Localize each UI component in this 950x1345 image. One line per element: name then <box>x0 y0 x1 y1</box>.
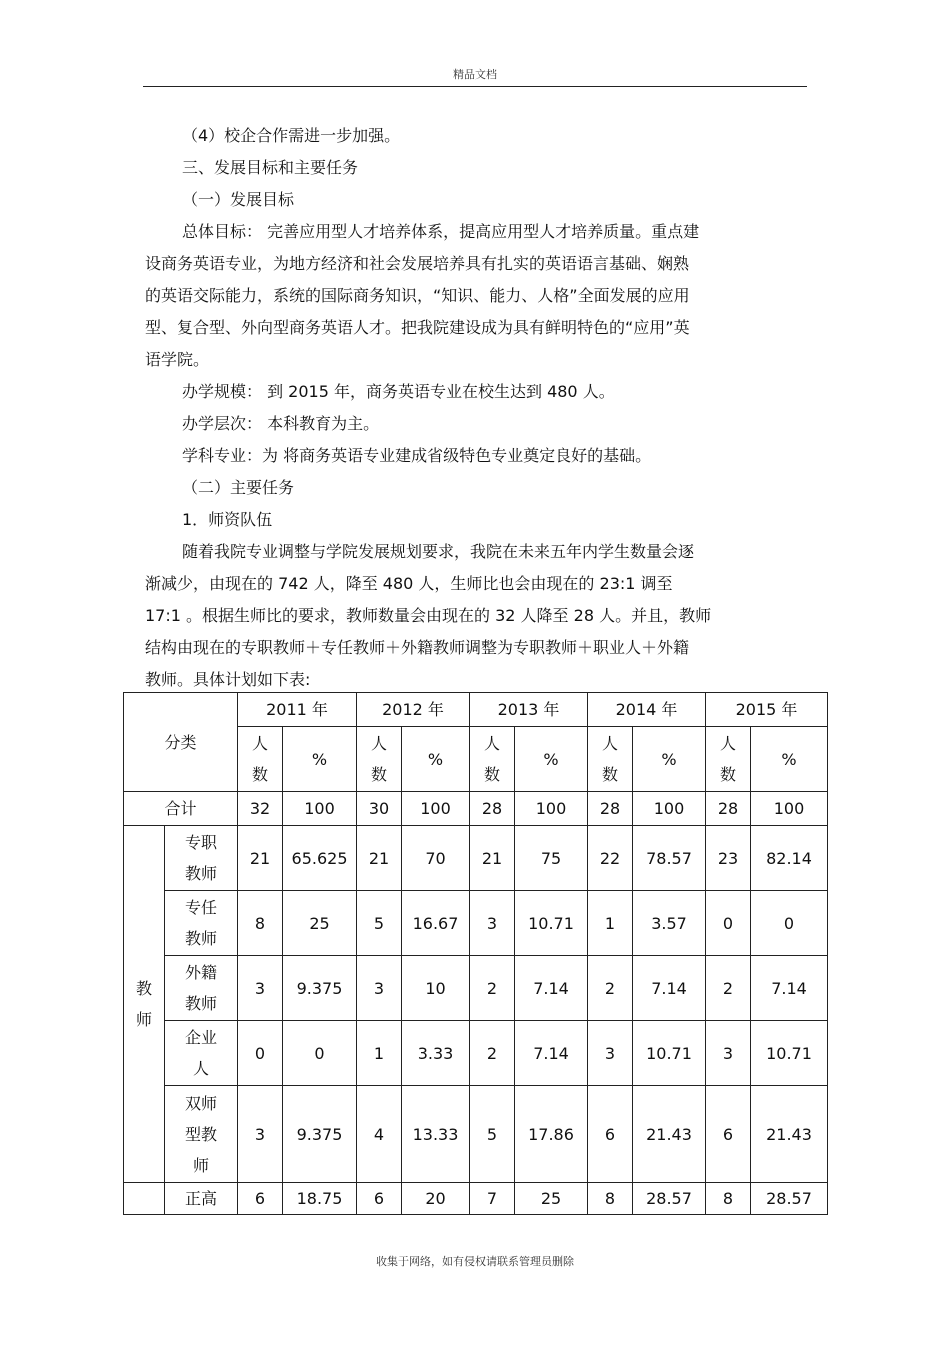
value-cell: 17.86 <box>515 1086 588 1183</box>
table-header-row <box>124 693 828 727</box>
cell-text-line: 数 <box>484 765 501 784</box>
count-header-cell <box>238 727 283 792</box>
paragraph-line: 17:1 。根据生师比的要求，教师数量会由现在的 32 人降至 28 人。并且，教师 <box>145 606 712 625</box>
document-body <box>145 120 785 696</box>
value-cell: 82.14 <box>751 826 828 891</box>
cell-text-line: 数 <box>371 765 388 784</box>
value-cell: 2 <box>470 1021 515 1086</box>
value-cell: 5 <box>357 891 402 956</box>
row-label-cell <box>165 826 238 891</box>
row-label-cell <box>165 1021 238 1086</box>
value-cell: 6 <box>706 1086 751 1183</box>
value-cell: 7.14 <box>515 1021 588 1086</box>
cell-text-line: 人 <box>602 734 619 753</box>
cell-text-line: 型教 <box>185 1124 218 1144</box>
subsection-heading: （二）主要任务 <box>182 478 295 497</box>
count-header-cell <box>706 727 751 792</box>
value-cell: 21 <box>470 826 515 891</box>
value-cell: 22 <box>588 826 633 891</box>
subsection-heading: （一）发展目标 <box>182 190 295 209</box>
table-row <box>124 826 828 891</box>
cell-text-line: 人 <box>720 734 737 753</box>
value-cell: 3 <box>470 891 515 956</box>
value-cell: 28 <box>706 792 751 826</box>
row-label-cell: 正高 <box>165 1183 238 1215</box>
value-cell: 9.375 <box>283 1086 357 1183</box>
value-cell: 25 <box>515 1183 588 1215</box>
paragraph: 学科专业：为 将商务英语专业建成省级特色专业奠定良好的基础。 <box>182 446 652 465</box>
paragraph: 办学规模： 到 2015 年，商务英语专业在校生达到 480 人。 <box>182 382 615 401</box>
paragraph: （4）校企合作需进一步加强。 <box>182 126 401 145</box>
paragraph-line: 教师。具体计划如下表: <box>145 670 311 689</box>
table-row <box>124 1021 828 1086</box>
paragraph-line: 的英语交际能力，系统的国际商务知识，“知识、能力、人格”全面发展的应用 <box>145 286 690 305</box>
value-cell: 10.71 <box>633 1021 706 1086</box>
value-cell: 13.33 <box>402 1086 470 1183</box>
cell-text-line: 人 <box>484 734 501 753</box>
value-cell: 28 <box>470 792 515 826</box>
value-cell: 2 <box>706 956 751 1021</box>
value-cell: 10 <box>402 956 470 1021</box>
cell-text-line: 双师 <box>185 1093 218 1113</box>
paragraph: 办学层次： 本科教育为主。 <box>182 414 380 433</box>
value-cell: 4 <box>357 1086 402 1183</box>
cell-text-line: 人 <box>193 1059 210 1078</box>
group-label-cell <box>124 1183 165 1215</box>
table-row <box>124 956 828 1021</box>
paragraph-line: 渐减少，由现在的 742 人，降至 480 人，生师比也会由现在的 23:1 调至 <box>145 574 673 593</box>
value-cell: 18.75 <box>283 1183 357 1215</box>
header-divider <box>143 86 807 87</box>
group-label-cell <box>124 826 165 1183</box>
table-row <box>124 1086 828 1183</box>
value-cell: 9.375 <box>283 956 357 1021</box>
value-cell: 6 <box>357 1183 402 1215</box>
cell-text-line: 师 <box>193 1155 210 1175</box>
value-cell: 75 <box>515 826 588 891</box>
value-cell: 21 <box>238 826 283 891</box>
value-cell: 8 <box>706 1183 751 1215</box>
value-cell: 3 <box>238 1086 283 1183</box>
paragraph-line: 结构由现在的专职教师＋专任教师＋外籍教师调整为专职教师＋职业人＋外籍 <box>145 638 690 657</box>
cell-text-line: 师 <box>135 1010 152 1029</box>
value-cell: 21.43 <box>751 1086 828 1183</box>
value-cell: 7.14 <box>751 956 828 1021</box>
value-cell: 28 <box>588 792 633 826</box>
table-total-row <box>124 792 828 826</box>
value-cell: 23 <box>706 826 751 891</box>
value-cell: 65.625 <box>283 826 357 891</box>
value-cell: 0 <box>238 1021 283 1086</box>
section-heading: 三、发展目标和主要任务 <box>182 158 359 177</box>
value-cell: 100 <box>283 792 357 826</box>
cell-text-line: 人 <box>371 734 388 753</box>
cell-text-line: 数 <box>602 765 619 784</box>
year-header-cell: 2013 年 <box>470 693 588 727</box>
page-header: 精品文档 <box>453 68 497 81</box>
value-cell: 28.57 <box>633 1183 706 1215</box>
paragraph-line: 语学院。 <box>145 350 210 369</box>
table-row <box>124 891 828 956</box>
cell-text-line: 外籍 <box>185 963 218 982</box>
value-cell: 30 <box>357 792 402 826</box>
item-heading: 1．师资队伍 <box>182 510 273 529</box>
cell-text-line: 教 <box>135 979 152 998</box>
value-cell: 8 <box>588 1183 633 1215</box>
cell-text-line: 教师 <box>185 929 218 948</box>
value-cell: 100 <box>633 792 706 826</box>
value-cell: 21 <box>357 826 402 891</box>
cell-text-line: 企业 <box>185 1028 218 1047</box>
value-cell: 0 <box>751 891 828 956</box>
cell-text-line: 教师 <box>185 864 218 883</box>
value-cell: 3.33 <box>402 1021 470 1086</box>
percent-header-cell: % <box>402 727 470 792</box>
value-cell: 1 <box>357 1021 402 1086</box>
paragraph-line: 型、复合型、外向型商务英语人才。把我院建设成为具有鲜明特色的“应用”英 <box>145 318 690 337</box>
value-cell: 1 <box>588 891 633 956</box>
percent-header-cell: % <box>283 727 357 792</box>
year-header-cell: 2014 年 <box>588 693 706 727</box>
percent-header-cell: % <box>633 727 706 792</box>
value-cell: 3 <box>238 956 283 1021</box>
value-cell: 7 <box>470 1183 515 1215</box>
percent-header-cell: % <box>515 727 588 792</box>
value-cell: 2 <box>470 956 515 1021</box>
value-cell: 16.67 <box>402 891 470 956</box>
cell-text-line: 专职 <box>185 833 218 852</box>
row-label-cell <box>165 1086 238 1183</box>
value-cell: 8 <box>238 891 283 956</box>
value-cell: 3.57 <box>633 891 706 956</box>
value-cell: 10.71 <box>751 1021 828 1086</box>
value-cell: 20 <box>402 1183 470 1215</box>
value-cell: 100 <box>402 792 470 826</box>
value-cell: 25 <box>283 891 357 956</box>
year-header-cell: 2011 年 <box>238 693 357 727</box>
value-cell: 21.43 <box>633 1086 706 1183</box>
cell-text-line: 人 <box>252 734 269 753</box>
page-footer: 收集于网络，如有侵权请联系管理员删除 <box>376 1255 574 1268</box>
value-cell: 100 <box>515 792 588 826</box>
count-header-cell <box>357 727 402 792</box>
value-cell: 3 <box>706 1021 751 1086</box>
year-header-cell: 2012 年 <box>357 693 470 727</box>
paragraph-line: 总体目标： 完善应用型人才培养体系，提高应用型人才培养质量。重点建 <box>182 222 700 241</box>
value-cell: 28.57 <box>751 1183 828 1215</box>
value-cell: 32 <box>238 792 283 826</box>
value-cell: 10.71 <box>515 891 588 956</box>
cell-text-line: 数 <box>720 765 737 784</box>
value-cell: 100 <box>751 792 828 826</box>
cell-text-line: 专任 <box>185 898 218 917</box>
cell-text-line: 数 <box>252 765 269 784</box>
value-cell: 0 <box>706 891 751 956</box>
teacher-plan-table <box>123 692 828 1215</box>
row-label-cell <box>165 956 238 1021</box>
percent-header-cell: % <box>751 727 828 792</box>
value-cell: 0 <box>283 1021 357 1086</box>
category-header-cell: 分类 <box>124 693 238 792</box>
count-header-cell <box>588 727 633 792</box>
paragraph-line: 设商务英语专业，为地方经济和社会发展培养具有扎实的英语语言基础、娴熟 <box>145 254 690 273</box>
table-row <box>124 1183 828 1215</box>
paragraph-line: 随着我院专业调整与学院发展规划要求，我院在未来五年内学生数量会逐 <box>182 542 695 561</box>
value-cell: 5 <box>470 1086 515 1183</box>
count-header-cell <box>470 727 515 792</box>
value-cell: 3 <box>588 1021 633 1086</box>
value-cell: 3 <box>357 956 402 1021</box>
value-cell: 7.14 <box>633 956 706 1021</box>
value-cell: 7.14 <box>515 956 588 1021</box>
value-cell: 78.57 <box>633 826 706 891</box>
value-cell: 70 <box>402 826 470 891</box>
value-cell: 6 <box>588 1086 633 1183</box>
total-label-cell: 合计 <box>124 792 238 826</box>
year-header-cell: 2015 年 <box>706 693 828 727</box>
value-cell: 6 <box>238 1183 283 1215</box>
value-cell: 2 <box>588 956 633 1021</box>
cell-text-line: 教师 <box>185 994 218 1013</box>
row-label-cell <box>165 891 238 956</box>
